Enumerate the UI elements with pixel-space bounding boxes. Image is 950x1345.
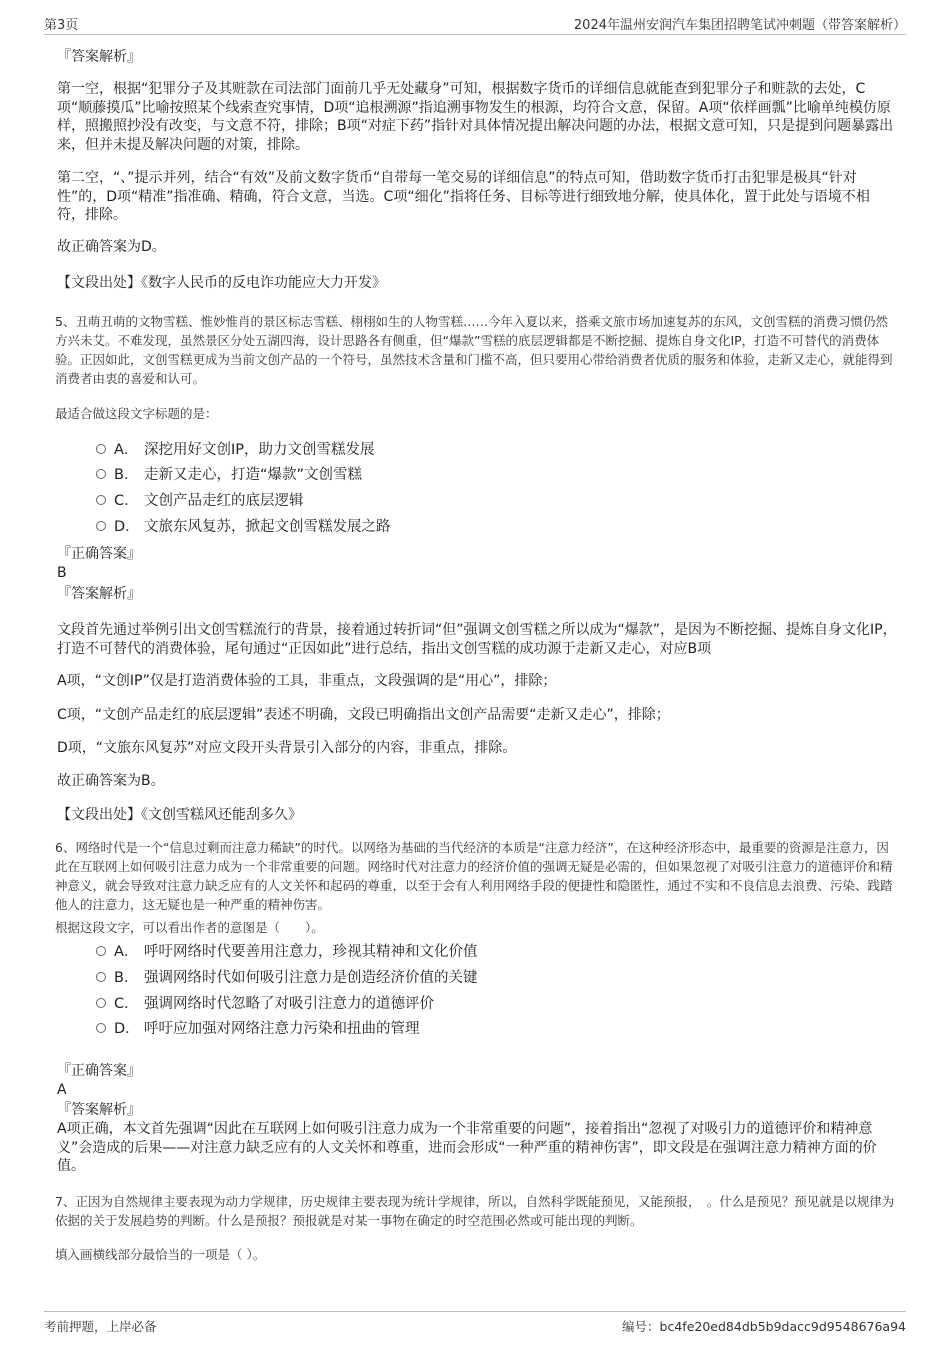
option-text: 强调网络时代忽略了对吸引注意力的道德评价 [144,996,434,1012]
option-text: 走新又走心，打造“爆款”文创雪糕 [144,467,363,483]
q4-analysis-label: 『答案解析』 [57,49,141,65]
radio-icon[interactable] [96,972,106,982]
q6-answer-label: 『正确答案』 [57,1063,141,1079]
option-text: 深挖用好文创IP，助力文创雪糕发展 [144,442,375,458]
option-key: D． [114,1021,140,1037]
q5-analysis-para2: A项，“文创IP”仅是打造消费体验的工具，非重点，文段强调的是“用心”，排除； [57,673,557,689]
q5-option-d[interactable] [96,517,391,537]
radio-icon[interactable] [96,469,106,479]
radio-icon[interactable] [96,946,106,956]
q5-source: 【文段出处】《文创雪糕风还能刮多久》 [57,807,302,823]
option-text: 文创产品走红的底层逻辑 [144,493,304,509]
q6-option-a[interactable] [96,942,478,962]
q5-option-a[interactable] [96,440,375,460]
radio-icon[interactable] [96,998,106,1008]
option-text: 强调网络时代如何吸引注意力是创造经济价值的关键 [144,970,478,986]
option-key: C． [114,493,139,509]
radio-icon[interactable] [96,1023,106,1033]
option-key: B． [114,970,139,986]
q5-analysis-para3: C项，“文创产品走红的底层逻辑”表述不明确，文段已明确指出文创产品需要“走新又走心”，排除； [57,707,670,723]
q7-stem: 7、正因为自然规律主要表现为动力学规律，历史规律主要表现为统计学规律，所以，自然科学既能预见，又能预报， 。什么是预见？预见就是以规律为依据的关于发展趋势的判断。什么是预报？预报就是对某一事物在确定的时空范围必然或可能出现的判断。 [55,1194,895,1228]
q6-answer: A [57,1082,67,1098]
q6-option-b[interactable] [96,968,478,988]
q6-prompt: 根据这段文字，可以看出作者的意图是（ ）。 [55,920,324,935]
option-key: B． [114,467,139,483]
option-text: 呼吁应加强对网络注意力污染和扭曲的管理 [144,1021,420,1037]
q6-analysis: A项正确，本文首先强调“因此在互联网上如何吸引注意力成为一个非常重要的问题”，接着指出“忽视了对吸引力的道德评价和精神意义”会造成的后果——对注意力缺乏应有的人文关怀和尊重，进而会形成“一种严重的精神伤害”，即文段是在强调注意力精神方面的价值。 [57,1121,877,1175]
q4-analysis-para2: 第二空，“、”提示并列，结合“有效”及前文数字货币“自带每一笔交易的详细信息”的特点可知，借助数字货币打击犯罪是极具“针对性”的，D项“精准”指准确、精确，符合文意，当选。C项“细化”指将任务、目标等进行细致地分解，使具体化，置于此处与语境不相符，排除。 [57,170,870,224]
q5-option-c[interactable] [96,491,304,511]
q6-option-d[interactable] [96,1019,420,1039]
q4-source: 【文段出处】《数字人民币的反电诈功能应大力开发》 [57,275,386,291]
option-key: A． [114,944,139,960]
q5-analysis-para4: D项，“文旅东风复苏”对应文段开头背景引入部分的内容，非重点，排除。 [57,740,517,756]
page-header [44,14,906,35]
radio-icon[interactable] [96,495,106,505]
page-footer [44,1311,906,1336]
page-number: 第3页 [44,18,79,33]
q4-conclusion: 故正确答案为D。 [57,239,166,255]
q4-analysis-para1: 第一空，根据“犯罪分子及其赃款在司法部门面前几乎无处藏身”可知，根据数字货币的详细信息就能查到犯罪分子和赃款的去处，C项“顺藤摸瓜”比喻按照某个线索查究事情，D项“追根溯源”指追溯事物发生的根源，均符合文意，保留。A项“依样画瓢”比喻单纯模仿原样，照搬照抄没有改变，与文意不符，排除；B项“对症下药”指针对具体情况提出解决问题的办法，根据文意可知，只是提到问题暴露出来，但并未提及解决问题的对策，排除。 [57,81,894,153]
option-text: 呼吁网络时代要善用注意力，珍视其精神和文化价值 [144,944,478,960]
footer-slogan: 考前押题，上岸必备 [44,1319,157,1334]
q5-answer-label: 『正确答案』 [57,546,141,562]
option-key: D． [114,519,140,535]
q5-conclusion: 故正确答案为B。 [57,773,165,789]
q5-prompt: 最适合做这段文字标题的是： [55,406,218,421]
q7-prompt: 填入画横线部分最恰当的一项是（ ）。 [55,1247,266,1262]
document-id: 编号：bc4fe20ed84db5b9dacc9d9548676a94 [622,1319,906,1334]
q5-option-b[interactable] [96,465,362,485]
q5-stem: 5、丑萌丑萌的文物雪糕、惟妙惟肖的景区标志雪糕、栩栩如生的人物雪糕……今年入夏以来，搭乘文旅市场加速复苏的东风，文创雪糕的消费习惯仍然方兴未艾。不难发现，虽然景区分处五湖四海，设计思路各有侧重，但“爆款”雪糕的底层逻辑都是不断挖掘、提炼自身文化IP，打造不可替代的消费体验。正因如此，文创雪糕更成为当前文创产品的一个符号，虽然技术含量和门槛不高，但只要用心带给消费者优质的服务和体验，走新又走心，就能得到消费者由衷的喜爱和认可。 [55,314,893,386]
q6-stem: 6、网络时代是一个“信息过剩而注意力稀缺”的时代。以网络为基础的当代经济的本质是“注意力经济”，在这种经济形态中，最重要的资源是注意力，因此在互联网上如何吸引注意力成为一个非常重要的问题。网络时代对注意力的经济价值的强调无疑是必需的，但如果忽视了对吸引注意力的道德评价和精神意义，就会导致对注意力缺乏应有的人文关怀和起码的尊重，以至于会有人利用网络手段的便捷性和隐匿性，通过不实和不良信息去浪费、污染、践踏他人的注意力，这无疑也是一种严重的精神伤害。 [55,840,893,912]
q5-answer: B [57,565,67,581]
option-text: 文旅东风复苏，掀起文创雪糕发展之路 [144,519,391,535]
q5-analysis-label: 『答案解析』 [57,586,141,602]
radio-icon[interactable] [96,444,106,454]
option-key: A． [114,442,139,458]
q5-analysis-para1: 文段首先通过举例引出文创雪糕流行的背景，接着通过转折词“但”强调文创雪糕之所以成为“爆款”，是因为不断挖掘、提炼自身文化IP，打造不可替代的消费体验，尾句通过“正因如此”进行总结，指出文创雪糕的成功源于走新又走心，对应B项 [57,622,897,657]
option-key: C． [114,996,139,1012]
radio-icon[interactable] [96,521,106,531]
document-title: 2024年温州安润汽车集团招聘笔试冲刺题（带答案解析） [573,18,906,33]
q6-analysis-label: 『答案解析』 [57,1102,141,1118]
q6-option-c[interactable] [96,994,434,1014]
